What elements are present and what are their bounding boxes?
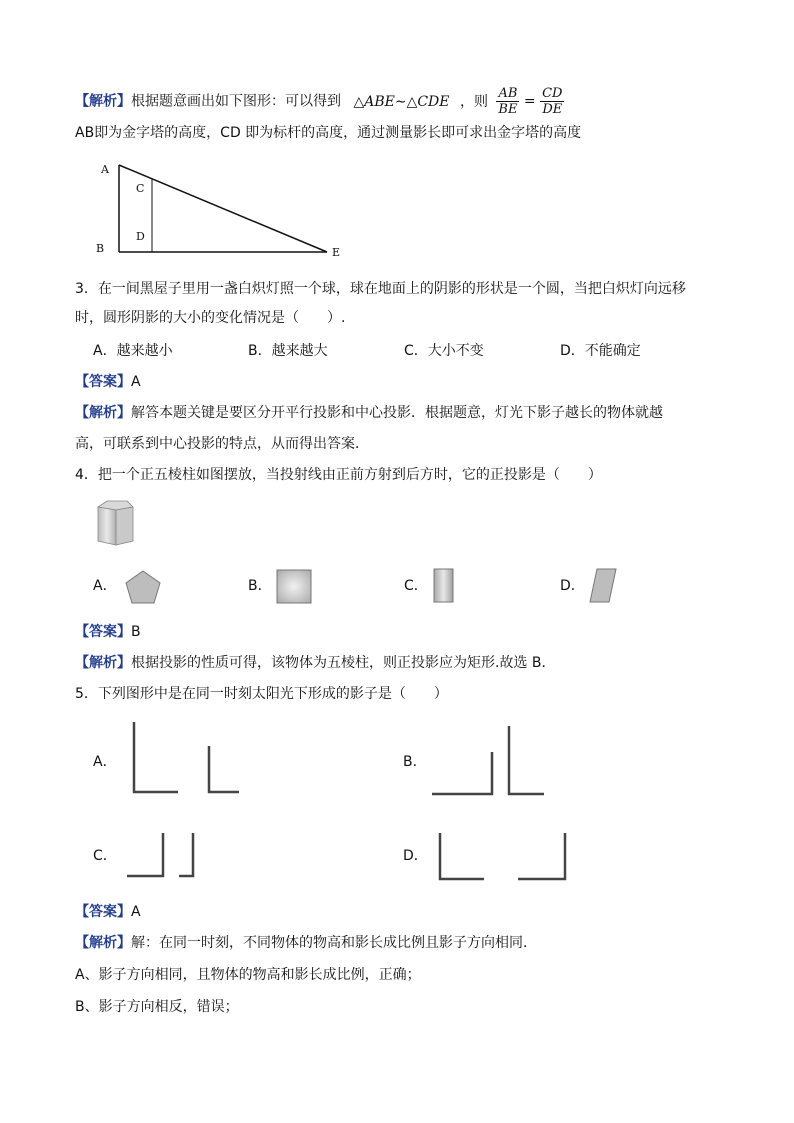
answer-value: B bbox=[131, 624, 141, 640]
fraction-numerator: AB bbox=[496, 86, 519, 102]
fraction-ab-be bbox=[496, 86, 519, 117]
q4-answer bbox=[75, 622, 141, 642]
analysis-tag: 【解析】 bbox=[75, 935, 131, 951]
similar-expression: △ABE∼△CDE bbox=[353, 93, 450, 110]
triangle-figure bbox=[95, 160, 355, 265]
q4-option-b: B． bbox=[248, 578, 272, 594]
q4-option-c: C． bbox=[404, 578, 428, 594]
q5-option-d: D． bbox=[403, 848, 428, 864]
answer-tag: 【答案】 bbox=[75, 624, 131, 640]
q3-answer bbox=[75, 372, 141, 392]
label-d: D bbox=[136, 230, 145, 243]
analysis-text: 解答本题关键是要区分开平行投影和中心投影．根据题意，灯光下影子越长的物体就越 bbox=[131, 405, 663, 421]
then-text: ，则 bbox=[459, 93, 488, 110]
fraction-denominator: BE bbox=[498, 102, 518, 117]
q3-option-c: C．大小不变 bbox=[404, 343, 484, 359]
q4-option-a: A． bbox=[93, 578, 117, 594]
fraction-numerator: CD bbox=[542, 86, 563, 101]
label-b: B bbox=[96, 242, 105, 255]
q3-line-2: 时，圆形阴影的大小的变化情况是（ ）. bbox=[75, 310, 346, 326]
analysis-tag: 【解析】 bbox=[75, 93, 131, 110]
equals-sign: = bbox=[523, 93, 536, 110]
q3-analysis-2: 高，可联系到中心投影的特点，从而得出答案． bbox=[75, 436, 369, 452]
q3-option-d: D．不能确定 bbox=[560, 343, 641, 359]
q4-line-1: 4．把一个正五棱柱如图摆放，当投射线由正前方射到后方时，它的正投影是（ ） bbox=[75, 467, 602, 483]
q3-option-a: A．越来越小 bbox=[93, 343, 173, 359]
q4-option-d: D． bbox=[560, 578, 585, 594]
pentagonal-prism-figure bbox=[95, 500, 137, 548]
label-a: A bbox=[101, 163, 109, 176]
answer-tag: 【答案】 bbox=[75, 904, 131, 920]
q5-analysis bbox=[75, 933, 537, 953]
q5-point-a: A、影子方向相同，且物体的物高和影长成比例，正确； bbox=[75, 967, 421, 983]
segment-ae bbox=[119, 165, 327, 252]
answer-value: A bbox=[131, 904, 141, 920]
q3-option-b: B．越来越大 bbox=[248, 343, 328, 359]
intro-line-2: AB即为金字塔的高度，CD 即为标杆的高度，通过测量影长即可求出金字塔的高度 bbox=[75, 125, 582, 141]
intro-analysis-line bbox=[75, 86, 564, 117]
shadow-figure-a bbox=[125, 718, 250, 798]
rectangle-icon bbox=[276, 569, 312, 605]
q3-analysis-1 bbox=[75, 403, 663, 423]
shadow-figure-d bbox=[432, 828, 577, 886]
fraction-denominator: DE bbox=[542, 102, 563, 117]
q5-answer bbox=[75, 902, 141, 922]
answer-tag: 【答案】 bbox=[75, 374, 131, 390]
intro-text: 根据题意画出如下图形：可以得到 bbox=[131, 93, 341, 110]
analysis-tag: 【解析】 bbox=[75, 655, 131, 671]
shadow-figure-c bbox=[122, 828, 207, 883]
q5-option-a: A． bbox=[93, 754, 117, 770]
label-e: E bbox=[332, 246, 341, 259]
parallelogram-icon bbox=[588, 567, 618, 605]
analysis-text: 解：在同一时刻，不同物体的物高和影长成比例且影子方向相同． bbox=[131, 935, 537, 951]
q3-line-1: 3．在一间黑屋子里用一盏白炽灯照一个球，球在地面上的阴影的形状是一个圆，当把白炽灯向远移 bbox=[75, 281, 686, 297]
q5-line-1: 5．下列图形中是在同一时刻太阳光下形成的影子是（ ） bbox=[75, 686, 448, 702]
answer-value: A bbox=[131, 374, 141, 390]
fraction-cd-de bbox=[540, 86, 564, 117]
q5-point-b: B、影子方向相反，错误； bbox=[75, 999, 239, 1015]
pentagon-icon bbox=[124, 569, 162, 605]
shadow-figure-b bbox=[428, 718, 553, 798]
narrow-rectangle-icon bbox=[432, 567, 456, 605]
label-c: C bbox=[136, 182, 145, 195]
q5-option-b: B． bbox=[403, 754, 427, 770]
q5-option-c: C． bbox=[93, 848, 117, 864]
analysis-text: 根据投影的性质可得，该物体为五棱柱，则正投影应为矩形.故选 B． bbox=[131, 655, 556, 671]
q4-analysis bbox=[75, 653, 556, 673]
analysis-tag: 【解析】 bbox=[75, 405, 131, 421]
